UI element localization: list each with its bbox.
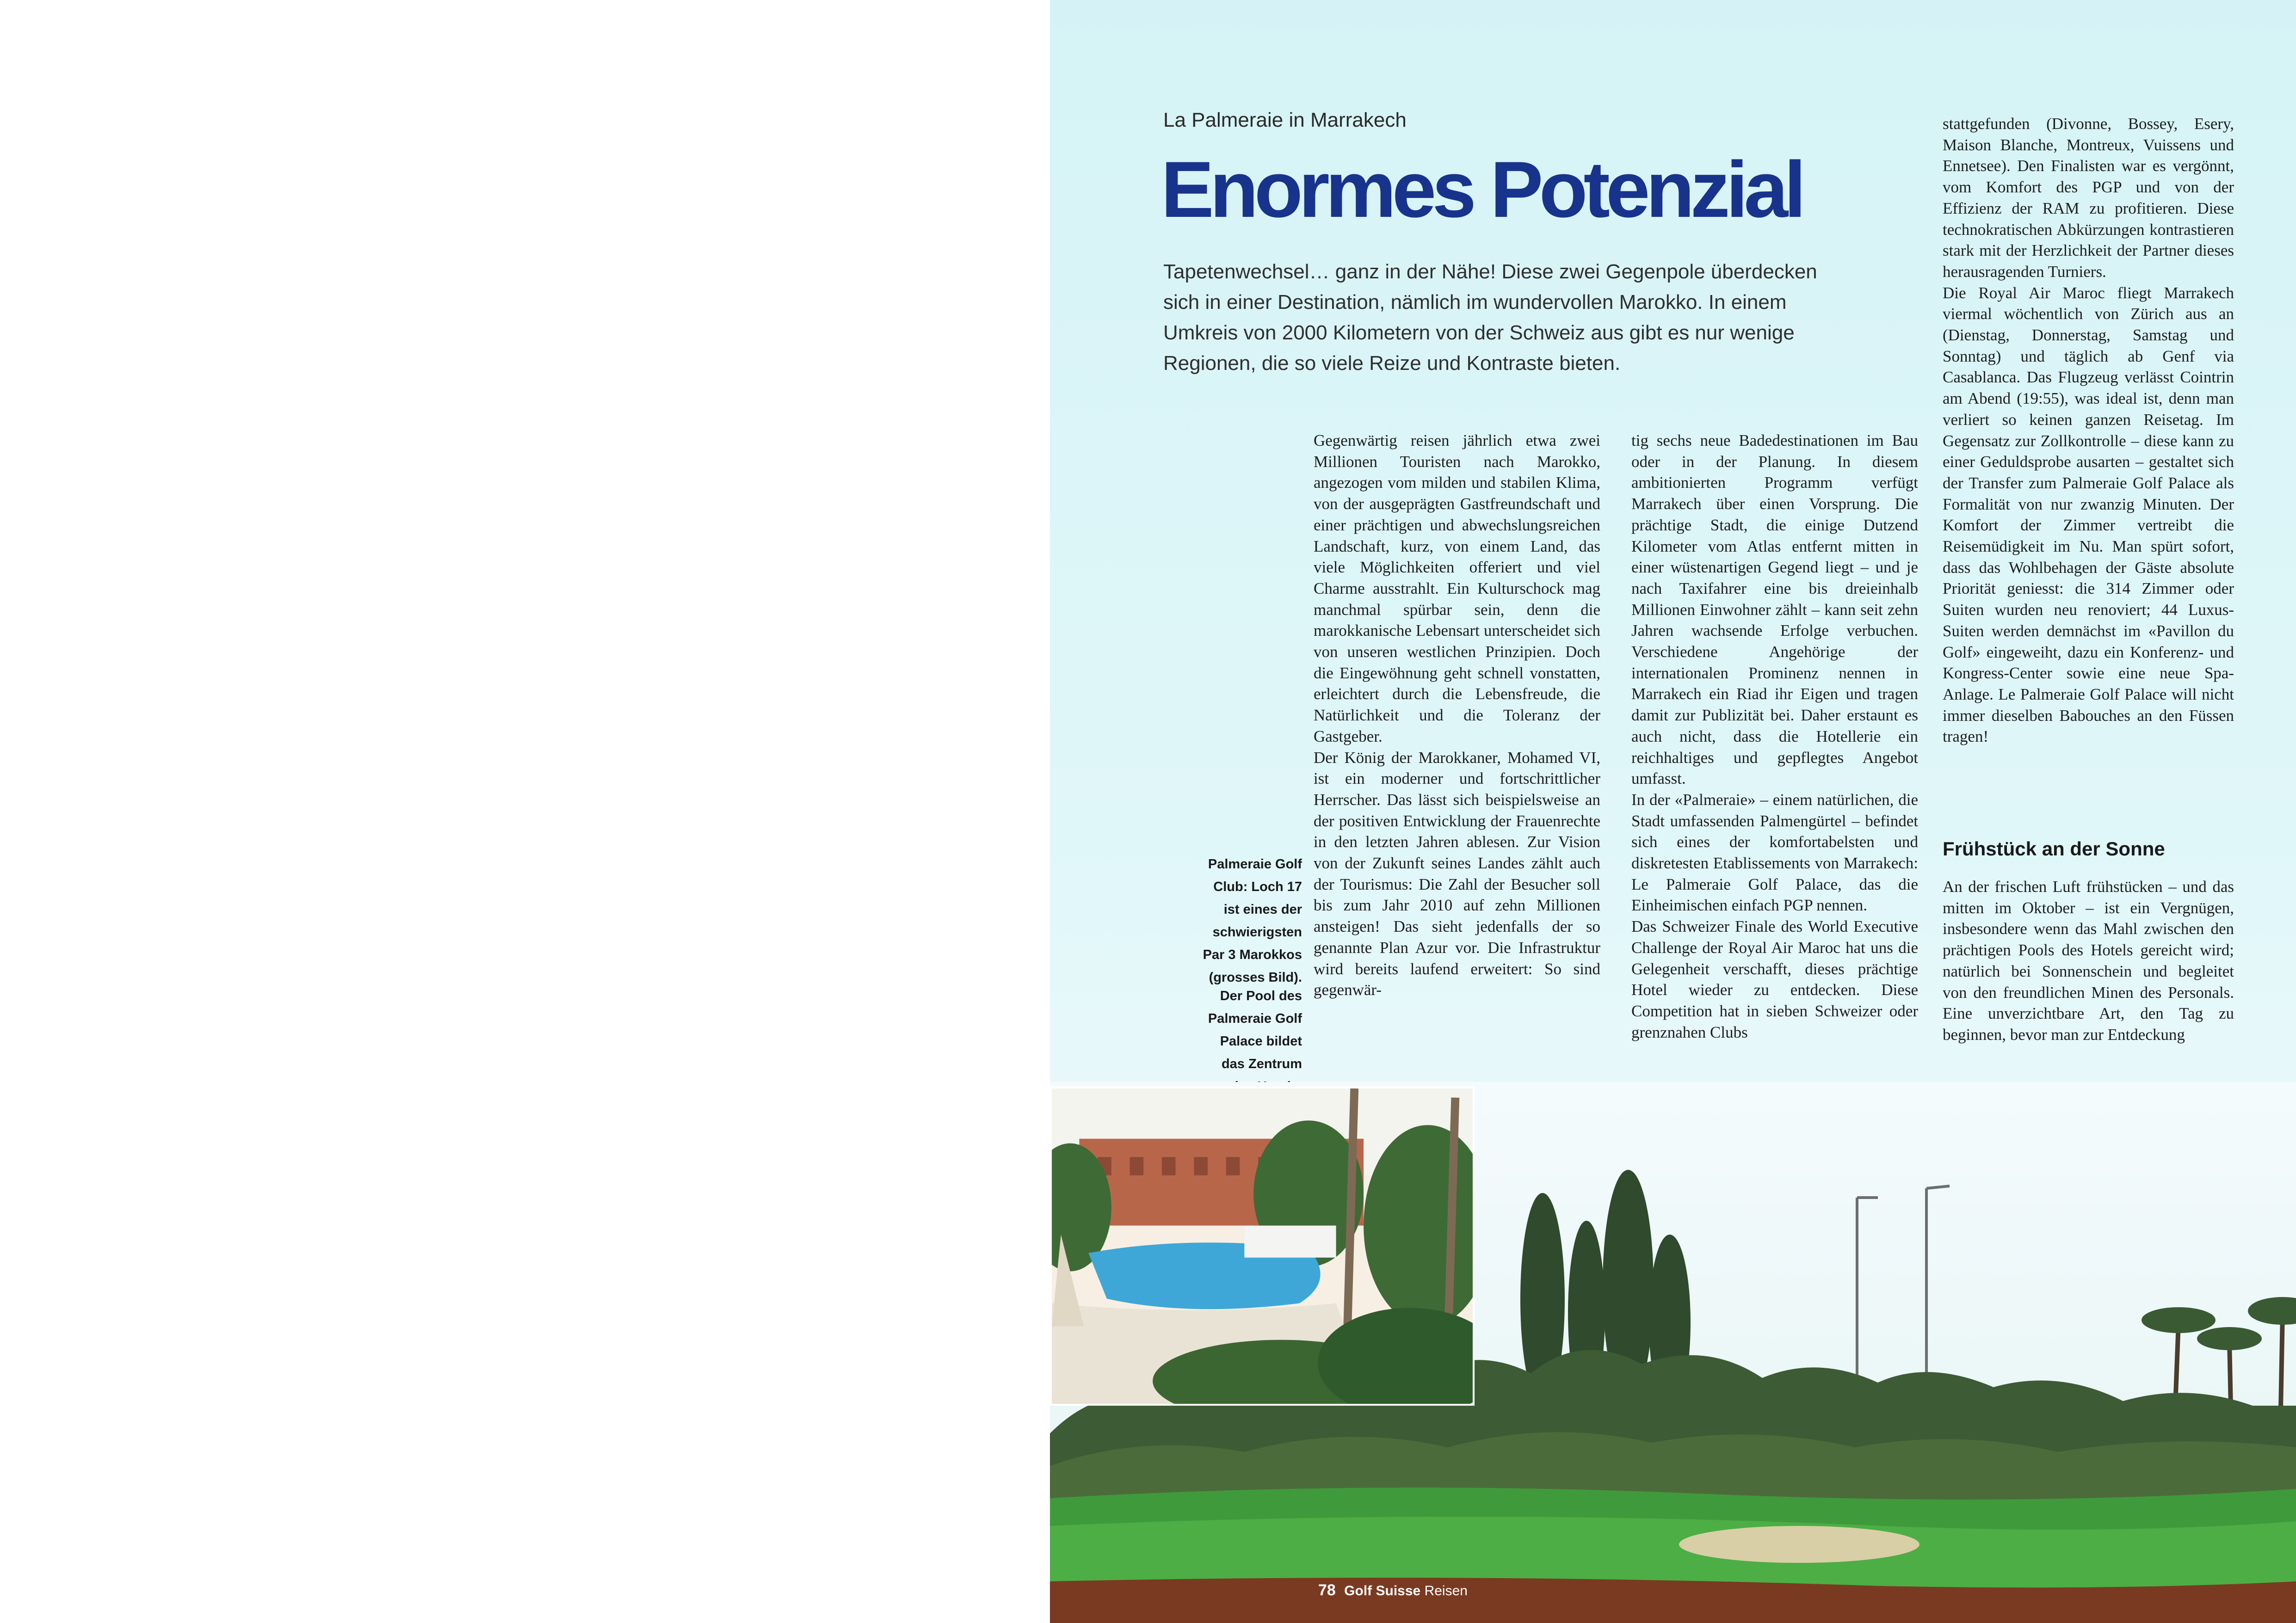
article-kicker: La Palmeraie in Marrakech [1163,109,1407,131]
body-column-3-continued: An der frischen Luft frühstücken – und das mitten im Oktober – ist ein Vergnügen, insbesondere wenn das Mahl zwischen den prächtigen Pools des Hotels gereicht wird; natürlich bei Sonnenschein und begleitet von den freundlichen Minen des Personals. Eine unverzichtbare Art, den Tag zu beginnen, bevor man zur Entdeckung [1943,878,2234,1044]
photo-caption-golf: Palmeraie Golf Club: Loch 17 ist eines der schwierigsten Par 3 Marokkos (grosses Bild). [1203,857,1302,985]
footer-brand: Golf Suisse [1344,1583,1421,1598]
photo-caption-pool: Der Pool des Palmeraie Golf Palace bildet das Zentrum [1208,989,1302,1071]
hotel-pool-photo [1050,1087,1475,1406]
article-headline: Enormes Potenzial [1161,145,1802,234]
article-subhead: Frühstück an der Sonne [1943,838,2165,860]
article-lead: Tapetenwechsel… ganz in der Nähe! Diese zwei Gegenpole überdecken sich in einer Destination, nämlich im wundervollen Marokko. In einem Umkreis von 2000 Kilometern von der Schweiz aus gibt es nur wenige Regionen, die so viele Reize und Kontraste bieten. [1163,260,1817,375]
footer-section: Reisen [1424,1583,1468,1598]
body-column-3: stattgefunden (Divonne, Bossey, Esery, Maison Blanche, Montreux, Vuissens und Ennetsee). Den Finalisten war es vergönnt, vom Komfort des PGP und von der Effizienz der RAM zu profitieren. Diese technokratischen Abkürzungen kontrastieren stark mit der Herzlichkeit der Partner dieses herausragenden Turniers. Die Royal Air Maroc fliegt Marrakech viermal wöchentlich von Zürich aus an (Dienstag, Donnerstag, Samstag und Sonntag) und täglich ab Genf via Casablanca. Das Flugzeug verlässt Cointrin am Abend (19:55), was ideal ist, denn man verliert so keinen ganzen Reisetag. Im Gegensatz zur Zollkontrolle – diese kann zu einer Geduldsprobe ausarten – gestaltet sich der Transfer zum Palmeraie Golf Palace als Formalität von nur zwanzig Minuten. Der Komfort der Zimmer vertreibt die Reisemüdigkeit im Nu. Man spürt sofort, dass das Wohlbehagen der Gäste absolute Priorität geniesst: die 314 Zimmer oder Suiten wurden neu renoviert; 44 Luxus-Suiten werden demnächst im «Pavillon du Golf» eingeweiht, dazu ein Konferenz- und Kongress-Center sowie eine neue Spa-Anlage. Le Palmeraie Golf Palace will nicht immer dieselben Babouches an den Füssen tragen! [1943,115,2234,746]
body-column-1: Gegenwärtig reisen jährlich etwa zwei Millionen Touristen nach Marokko, angezogen vom milden und stabilen Klima, von der ausgeprägten Gastfreundschaft und einer prächtigen und abwechslungsreichen Landschaft, kurz, von einem Land, das viele Möglichkeiten offeriert und viel Charme ausstrahlt. Ein Kulturschock mag manchmal spürbar sein, denn die marokkanische Lebensart unterscheidet sich von unseren westlichen Prinzipien. Doch die Eingewöhnung geht schnell vonstatten, erleichtert durch die Lebensfreude, die Natürlichkeit und die Toleranz der Gastgeber. Der König der Marokkaner, Mohamed VI, ist ein moderner und fortschrittlicher Herrscher. Das lässt sich beispielsweise an der positiven Entwicklung der Frauenrechte in den letzten Jahren ablesen. Zur Vision von der Zukunft seines Landes zählt auch der Tourismus: Die Zahl der Besucher soll bis zum Jahr 2010 auf zehn Millionen ansteigen! Das sieht jedenfalls der so genannte Plan Azur vor. Die Infrastruktur wird bereits laufend erweitert: So sind gegenwär- [1314,431,1600,999]
magazine-page [1050,0,2296,1623]
page-number: 78 [1318,1581,1336,1599]
page-footer [1318,1581,1468,1599]
body-column-2: tig sechs neue Badedestinationen im Bau oder in der Planung. In diesem ambitionierten Programm verfügt Marrakech über einen Vorsprung. Die prächtige Stadt, die einige Dutzend Kilometer vom Atlas entfernt mitten in einer wüstenartigen Gegend liegt – und je nach Taxifahrer eine bis dreieinhalb Millionen Einwohner zählt – kann seit zehn Jahren wachsende Erfolge verbuchen. Verschiedene Angehörige der internationalen Prominenz nennen in Marrakech ein Riad ihr Eigen und tragen damit zur Publizität bei. Daher erstaunt es auch nicht, dass die Hotellerie ein reichhaltiges und gepflegtes Angebot umfasst. In der «Palmeraie» – einem natürlichen, die Stadt umfassenden Palmengürtel – befindet sich eines der komfortabelsten und diskretesten Etablissements von Marrakech: Le Palmeraie Golf Palace, das die Einheimischen einfach PGP nennen. Das Schweizer Finale des World Executive Challenge der Royal Air Maroc hat uns die Gelegenheit verschafft, dieses prächtige Hotel wieder zu entdecken. Diese Competition hat in sieben Schweizer oder grenznahen Clubs [1631,431,1918,1041]
